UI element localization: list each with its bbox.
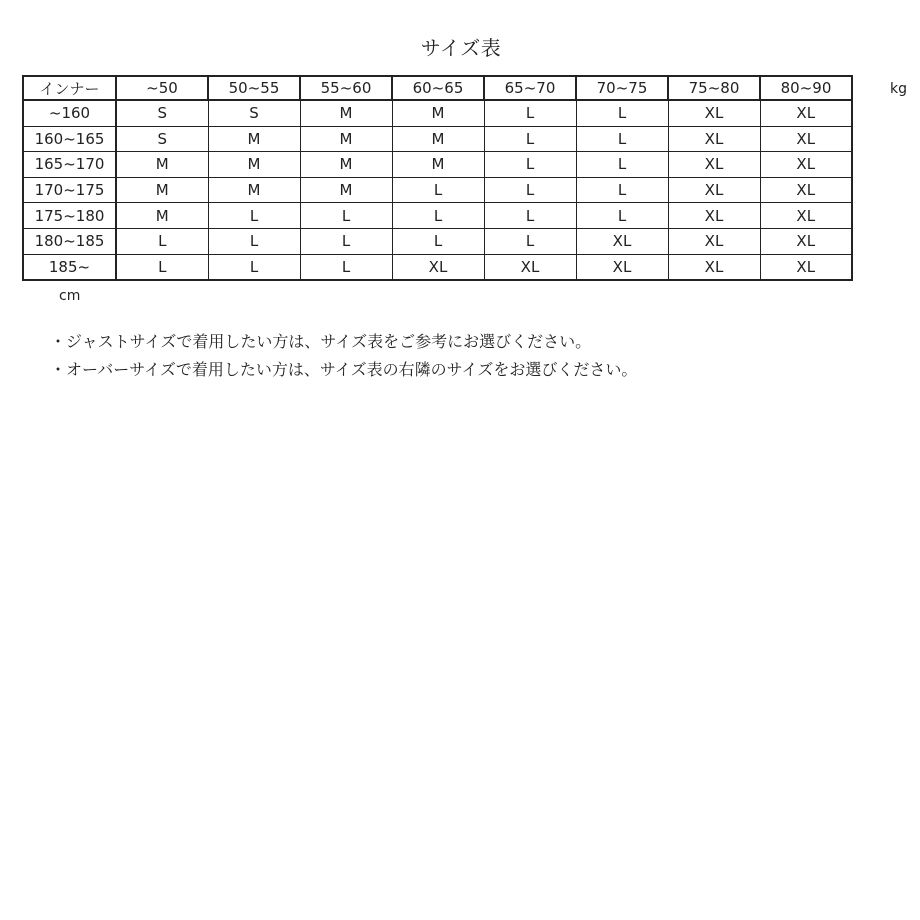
- table-row: [23, 254, 852, 280]
- size-cell: XL: [576, 254, 668, 280]
- size-cell: L: [116, 228, 208, 254]
- note-just-size: ・ジャストサイズで着用したい方は、サイズ表をご参考にお選びください。: [50, 332, 592, 351]
- size-cell: L: [484, 126, 576, 152]
- size-cell: XL: [760, 228, 852, 254]
- size-cell: L: [484, 152, 576, 178]
- size-cell: M: [300, 177, 392, 203]
- weight-unit-label: kg: [890, 81, 907, 97]
- size-cell: L: [576, 177, 668, 203]
- size-cell: XL: [392, 254, 484, 280]
- size-cell: M: [392, 152, 484, 178]
- size-cell: XL: [576, 228, 668, 254]
- size-cell: XL: [760, 152, 852, 178]
- weight-header: 70~75: [576, 76, 668, 100]
- size-cell: L: [484, 177, 576, 203]
- size-cell: L: [576, 100, 668, 126]
- height-header: 185~: [23, 254, 116, 280]
- size-cell: XL: [668, 228, 760, 254]
- table-row: [23, 152, 852, 178]
- size-cell: M: [116, 177, 208, 203]
- size-cell: L: [484, 203, 576, 229]
- weight-header: 80~90: [760, 76, 852, 100]
- size-cell: L: [300, 254, 392, 280]
- size-cell: M: [392, 126, 484, 152]
- note-oversize: ・オーバーサイズで着用したい方は、サイズ表の右隣のサイズをお選びください。: [50, 360, 638, 379]
- size-cell: M: [208, 177, 300, 203]
- notes: [50, 328, 637, 384]
- size-cell: L: [576, 152, 668, 178]
- size-cell: XL: [760, 100, 852, 126]
- weight-header: 75~80: [668, 76, 760, 100]
- size-cell: XL: [760, 126, 852, 152]
- size-cell: XL: [668, 254, 760, 280]
- size-cell: S: [208, 100, 300, 126]
- size-cell: XL: [668, 177, 760, 203]
- size-cell: XL: [668, 203, 760, 229]
- size-cell: M: [392, 100, 484, 126]
- size-cell: L: [392, 228, 484, 254]
- size-cell: L: [484, 228, 576, 254]
- size-cell: L: [576, 203, 668, 229]
- weight-header: 65~70: [484, 76, 576, 100]
- weight-header: 55~60: [300, 76, 392, 100]
- size-cell: XL: [484, 254, 576, 280]
- size-cell: L: [116, 254, 208, 280]
- size-cell: XL: [760, 254, 852, 280]
- size-cell: XL: [668, 100, 760, 126]
- size-cell: L: [576, 126, 668, 152]
- height-header: 170~175: [23, 177, 116, 203]
- size-cell: L: [392, 177, 484, 203]
- height-header: ~160: [23, 100, 116, 126]
- size-cell: XL: [760, 177, 852, 203]
- weight-header: 50~55: [208, 76, 300, 100]
- height-unit-label: cm: [59, 288, 81, 304]
- size-cell: S: [116, 126, 208, 152]
- size-cell: L: [392, 203, 484, 229]
- table-row: [23, 100, 852, 126]
- size-cell: M: [300, 100, 392, 126]
- size-cell: XL: [760, 203, 852, 229]
- size-cell: M: [208, 126, 300, 152]
- size-cell: M: [116, 152, 208, 178]
- table-row: [23, 203, 852, 229]
- size-cell: L: [484, 100, 576, 126]
- size-cell: M: [300, 126, 392, 152]
- corner-header: インナー: [23, 76, 116, 100]
- height-header: 175~180: [23, 203, 116, 229]
- weight-header: ~50: [116, 76, 208, 100]
- size-cell: M: [208, 152, 300, 178]
- size-cell: L: [300, 228, 392, 254]
- size-cell: XL: [668, 152, 760, 178]
- size-cell: L: [300, 203, 392, 229]
- height-header: 180~185: [23, 228, 116, 254]
- weight-header: 60~65: [392, 76, 484, 100]
- height-header: 160~165: [23, 126, 116, 152]
- size-cell: M: [116, 203, 208, 229]
- page-title: サイズ表: [420, 36, 502, 60]
- table-row: [23, 228, 852, 254]
- table-row: [23, 126, 852, 152]
- size-table: [22, 75, 853, 281]
- table-row: [23, 177, 852, 203]
- size-cell: L: [208, 228, 300, 254]
- height-header: 165~170: [23, 152, 116, 178]
- size-cell: M: [300, 152, 392, 178]
- size-cell: L: [208, 203, 300, 229]
- table-header-row: [23, 76, 852, 100]
- size-cell: L: [208, 254, 300, 280]
- size-cell: S: [116, 100, 208, 126]
- size-cell: XL: [668, 126, 760, 152]
